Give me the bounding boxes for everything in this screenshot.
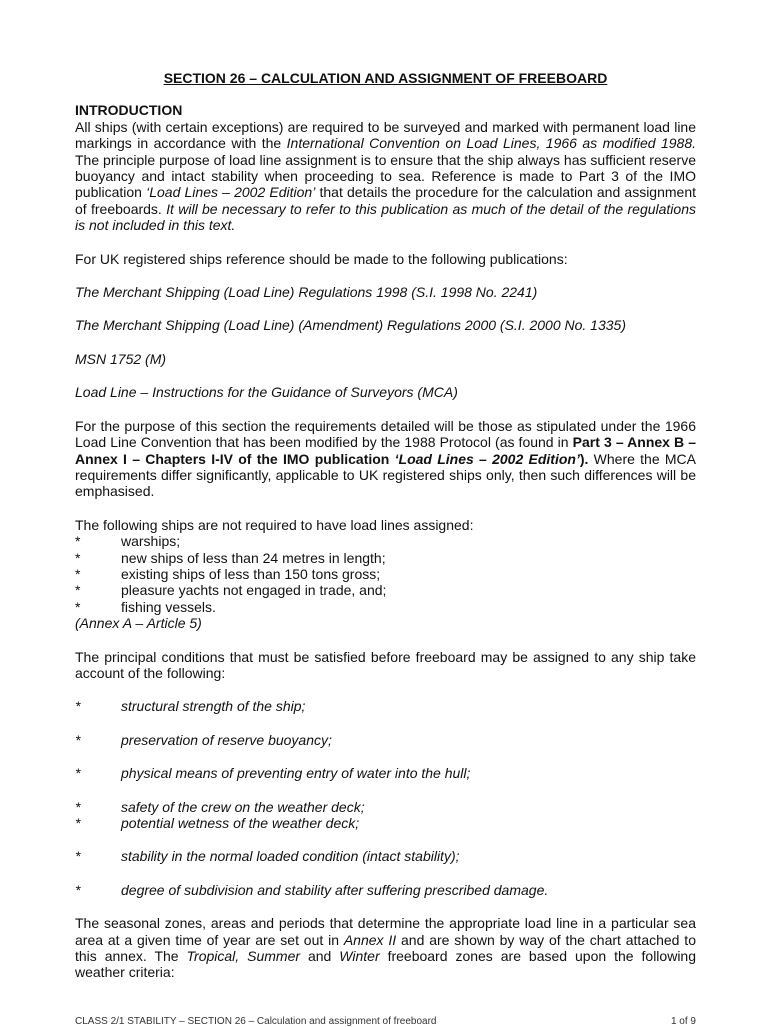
list-item: * stability in the normal loaded condition (intact stability); [75,848,460,865]
conditions-intro: The principal conditions that must be satisfied before freeboard may be assigned to any ship take account of the following: [75,648,696,681]
publication-2000-amendment: The Merchant Shipping (Load Line) (Amendment) Regulations 2000 (S.I. 2000 No. 1335) [75,317,626,334]
list-item: * existing ships of less than 150 tons gross; [75,565,381,582]
publication-1998-regulations: The Merchant Shipping (Load Line) Regulations 1998 (S.I. 1998 No. 2241) [75,284,538,301]
conditions-list [75,698,696,898]
exempt-ships-intro: The following ships are not required to have load lines assigned: [75,516,474,533]
seasonal-zones-paragraph: The seasonal zones, areas and periods that determine the appropriate load line in a particular sea area at a given time of year are set out in Annex II and are shown by way of the chart attached to this annex. The Tropical, Summer and Winter freeboard zones are based upon the following weather criteria: [75,915,696,981]
publication-msn-1752: MSN 1752 (M) [75,350,167,367]
list-item: * fishing vessels. [75,598,216,615]
list-item: * pleasure yachts not engaged in trade, and; [75,582,387,599]
intro-paragraph: All ships (with certain exceptions) are required to be surveyed and marked with permanent load line markings in accordance with the International Convention on Load Lines, 1966 as modified 1988. The principle purpose of load line assignment is to ensure that the ship always has sufficient reserve buoyancy and intact stability when proceeding to sea. Reference is made to Part 3 of the IMO publication ‘Load Lines – 2002 Edition’ that details the procedure for the calculation and assignment of freeboards. It will be necessary to refer to this publication as much of the detail of the regulations is not included in this text. [75,118,697,234]
list-item: * preservation of reserve buoyancy; [75,731,332,748]
list-item: * safety of the crew on the weather deck; [75,798,365,815]
introduction-heading: INTRODUCTION [75,102,183,119]
list-item: * warships; [75,533,181,550]
list-item: * structural strength of the ship; [75,698,306,715]
convention-paragraph: For the purpose of this section the requirements detailed will be those as stipulated under the 1966 Load Line Convention that has been modified by the 1988 Protocol (as found in Part 3 – Annex B – Annex I – Chapters I-IV of the IMO publication ‘Load Lines – 2002 Edition’). Where the MCA requirements differ significantly, applicable to UK registered ships only, then such differences will be emphasised. [75,417,697,500]
list-item: * new ships of less than 24 metres in length; [75,549,386,566]
exempt-ships-list [75,533,696,615]
document-page [75,70,696,981]
publication-surveyor-instructions: Load Line – Instructions for the Guidance of Surveyors (MCA) [75,384,458,401]
annex-reference: (Annex A – Article 5) [75,615,202,632]
uk-publications-intro: For UK registered ships reference should be made to the following publications: [75,250,568,267]
page-number: 1 of 9 [670,1016,696,1027]
section-title: SECTION 26 – CALCULATION AND ASSIGNMENT OF FREEBOARD [163,70,608,86]
list-item: * degree of subdivision and stability after suffering prescribed damage. [75,881,549,898]
list-item: * physical means of preventing entry of water into the hull; [75,765,471,782]
list-item: * potential wetness of the weather deck; [75,815,360,831]
page-footer: CLASS 2/1 STABILITY – SECTION 26 – Calculation and assignment of freeboard [75,1016,437,1027]
